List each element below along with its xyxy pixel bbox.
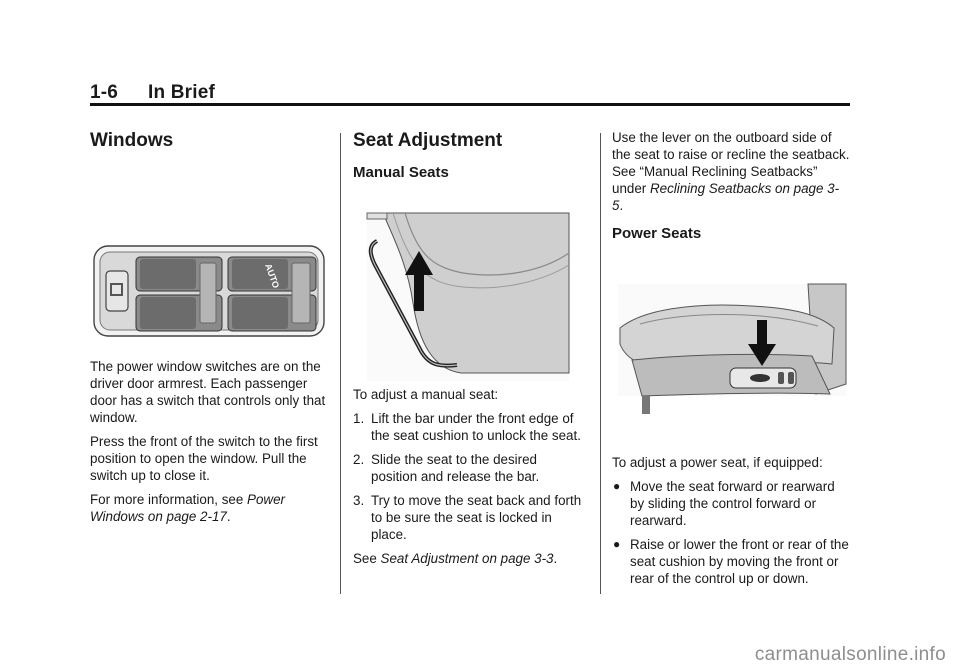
manual-seat-steps	[353, 410, 585, 543]
manual-seat-intro: To adjust a manual seat:	[353, 387, 499, 402]
reclining-seatbacks-reference: Reclining Seatbacks on page 3-5	[612, 181, 840, 213]
list-item: 1. Lift the bar under the front edge of the seat cushion to unlock the seat.	[353, 411, 581, 443]
windows-paragraph-2: Press the front of the switch to the first position to open the window. Pull the switch up to close it.	[90, 434, 318, 483]
seat-adjustment-heading: Seat Adjustment	[353, 130, 503, 151]
seat-adjustment-column	[353, 126, 585, 574]
window-switch-illustration	[90, 153, 328, 358]
power-seat-bullets	[612, 478, 850, 587]
column-divider	[600, 133, 601, 594]
seat-adjustment-reference: Seat Adjustment on page 3-3	[380, 551, 554, 566]
section-title: In Brief	[148, 82, 216, 103]
power-seat-intro: To adjust a power seat, if equipped:	[612, 455, 823, 470]
auto-label: AUTO	[263, 262, 282, 290]
bullet-icon: ●	[613, 537, 621, 551]
windows-paragraph-1: The power window switches are on the driver door armrest. Each passenger door has a switch that controls only that window.	[90, 359, 326, 425]
page-header	[90, 82, 215, 104]
header-rule	[90, 103, 850, 106]
power-windows-reference: Power Windows on page 2-17	[90, 492, 285, 524]
window-switch-figure	[90, 153, 328, 358]
power-seat-illustration	[612, 244, 850, 454]
watermark: carmanualsonline.info	[754, 644, 946, 665]
list-item: ● Move the seat forward or rearward by sliding the control forward or rearward.	[613, 479, 835, 528]
seat-adjustment-see: See Seat Adjustment on page 3-3.	[353, 551, 558, 566]
recline-paragraph: Use the lever on the outboard side of the seat to raise or recline the seatback. See “Manual Reclining Seatbacks” under Reclining Seatbacks on page 3-5.	[612, 130, 850, 213]
power-seats-column	[612, 126, 850, 594]
manual-seat-figure	[353, 183, 585, 386]
column-divider	[340, 133, 341, 594]
page-number: 1-6	[90, 82, 119, 103]
list-item: 3. Try to move the seat back and forth to be sure the seat is locked in place.	[353, 493, 582, 542]
manual-seat-illustration	[353, 183, 585, 386]
list-item: ● Raise or lower the front or rear of the seat cushion by moving the front or rear of the control up or down.	[613, 537, 849, 586]
power-seats-heading: Power Seats	[612, 225, 702, 242]
windows-more-info: For more information, see Power Windows on page 2-17.	[90, 492, 285, 524]
power-seat-figure	[612, 244, 850, 454]
windows-heading: Windows	[90, 130, 174, 151]
list-item: 2. Slide the seat to the desired position and release the bar.	[353, 452, 540, 484]
bullet-icon: ●	[613, 479, 621, 493]
windows-column	[90, 126, 328, 532]
manual-seats-heading: Manual Seats	[353, 164, 449, 181]
